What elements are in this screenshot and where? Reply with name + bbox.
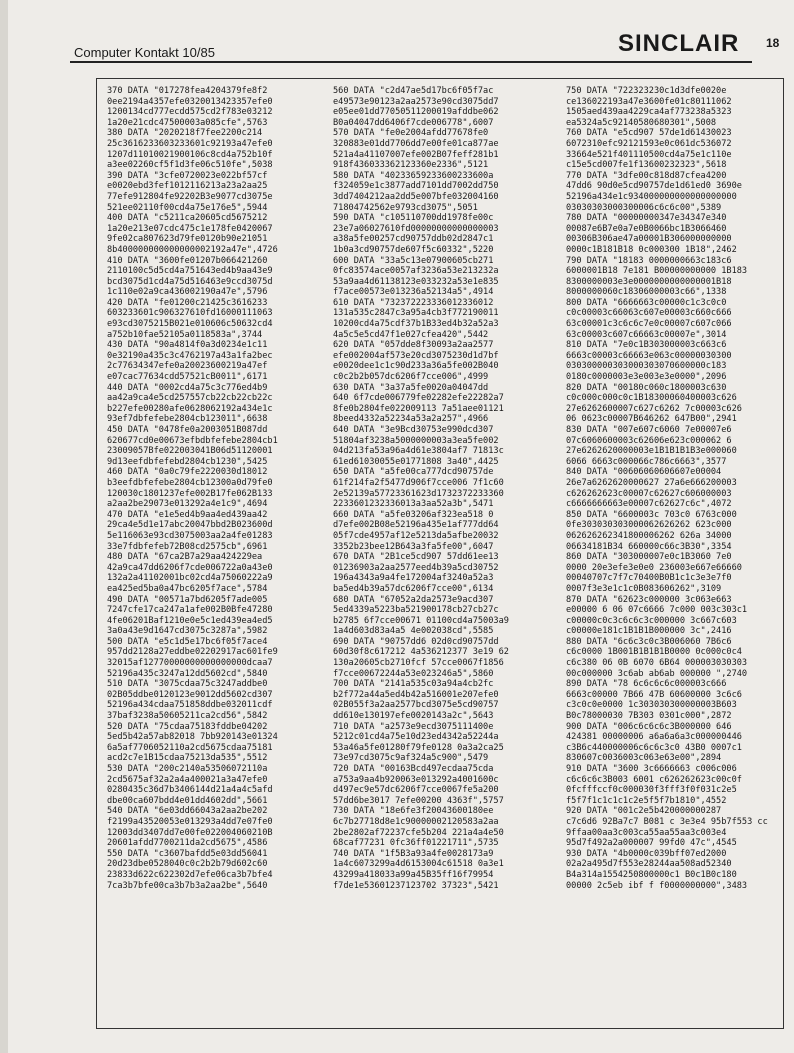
listing-line: 760 DATA "e5cd907 57de1d61430023 bbox=[566, 128, 732, 139]
listing-line: 03030303000300006c6c6c00",5389 bbox=[566, 202, 722, 213]
listing-line: 53a9aa4d61138123e033232a53e1e835 bbox=[333, 276, 499, 287]
listing-line: 93ef7dbfefebe2804cb123011",6638 bbox=[107, 414, 268, 425]
listing-line: 660 DATA "a5fe03206af323ea518 0 bbox=[333, 509, 494, 520]
listing-line: 9fe02ca807623d79fe0120b90e21051 bbox=[107, 234, 268, 245]
listing-line: 900 DATA "006c6c6c6c3B000000 646 bbox=[566, 721, 732, 732]
listing-line: 4fe06201Baf1210e0e5c1ed439ea4ed5 bbox=[107, 615, 273, 626]
listing-line: 53a46a5fe01280f79fe0128 0a3a2ca25 bbox=[333, 742, 504, 753]
listing-line: 61f214fa2f5477d906f7cce006 7f1c60 bbox=[333, 477, 504, 488]
listing-line: 5ed4339a5223ba521900178cb27cb27c bbox=[333, 605, 499, 616]
listing-line: aa42a9ca4e5cd257557cb22cb22cb22c bbox=[107, 393, 273, 404]
listing-line: 620 DATA "057dde8f30093a2aa2577 bbox=[333, 340, 494, 351]
listing-line: 06 0623c00007B646262 647B00",2941 bbox=[566, 414, 737, 425]
listing-column-2 bbox=[333, 86, 545, 1016]
listing-line: b2f772a44a5ed4b42a516001e207efe0 bbox=[333, 689, 499, 700]
listing-line: 0007f3e3e1c1c0B083606262",3109 bbox=[566, 583, 722, 594]
listing-line: 530 DATA "200c2140a53506072110a bbox=[107, 764, 268, 774]
page-number: 18 bbox=[766, 36, 780, 50]
listing-line: 910 DATA "3600 3c6666663 c006c006 bbox=[566, 764, 737, 774]
listing-line: 510 DATA "3075cdaa75c3247addbe0 bbox=[107, 679, 268, 690]
listing-line: 95d7f492a2a000007 99fd0 47c",4545 bbox=[566, 838, 737, 849]
listing-line: 33e7fdbfefeb72B08cd2575cb",6961 bbox=[107, 541, 268, 552]
listing-line: 780 DATA "00000000347e34347e340 bbox=[566, 213, 727, 224]
listing-line: 8fe0b2804fe022009113 7a51aee01121 bbox=[333, 403, 504, 414]
listing-line: c00000e181c1B1B1B000000 3c",2416 bbox=[566, 626, 732, 637]
listing-line: e07cac77634cdd57521cB0011",6171 bbox=[107, 372, 268, 383]
listing-line: 880 DATA "6c6c3c0c3B006060 7B6c6 bbox=[566, 636, 732, 647]
listing-line: 00c000000 3c6ab ab6ab 000000 ",2740 bbox=[566, 668, 748, 679]
listing-line: B0a04047dd6406f7cde006778",6007 bbox=[333, 117, 494, 128]
listing-line: 61ed61030055e01771808 3a40",4425 bbox=[333, 456, 499, 467]
listing-line: 42a9ca47dd6206f7cde006722a0a43e0 bbox=[107, 562, 273, 573]
listing-line: 37baf3238a50605211ca2cd56",5842 bbox=[107, 711, 268, 722]
listing-line: 130a20605cb2710fcf 57cce0067f1856 bbox=[333, 658, 504, 669]
listing-line: 02B055f3a2aa2577bcd3075e5cd90757 bbox=[333, 700, 499, 711]
listing-line: 63c00003c607c66663c00007e",3014 bbox=[566, 329, 727, 340]
listing-line: ce136022193a47e3600fe01c80111062 bbox=[566, 96, 732, 107]
listing-line: f2199a43520053e013293a4dd7e07fe0 bbox=[107, 816, 273, 827]
listing-line: 430 DATA "90a4814f0a3d0234e1c11 bbox=[107, 340, 268, 351]
listing-line: c15e5cd007fe1f13600232323",5618 bbox=[566, 160, 727, 171]
listing-line: 630 DATA "3a37a5fe0020a04047dd bbox=[333, 382, 489, 393]
listing-line: 2c77634347efe0a20023600219a47ef bbox=[107, 361, 268, 372]
listing-line: 52196a434e1c934000000000000000000 bbox=[566, 191, 737, 202]
listing-line: a38a5fe00257cd90757ddb02d2847c1 bbox=[333, 234, 494, 245]
listing-line: 030300000303000303070600000c183 bbox=[566, 361, 727, 372]
listing-line: 8beed4332a52234a53a2a257",4966 bbox=[333, 414, 489, 425]
listing-line: 1b0a3cd90757de607f5c60332",5220 bbox=[333, 244, 494, 255]
listing-line: 73e97cd3075c9af324a5c900",5479 bbox=[333, 753, 489, 764]
listing-column-3 bbox=[566, 86, 778, 1016]
listing-column-1 bbox=[107, 86, 319, 1016]
listing-line: 02a2a495d7f553e28244aa508ad52340 bbox=[566, 859, 732, 870]
listing-line: 640 DATA "3e9Bcd30753e990dcd307 bbox=[333, 425, 494, 435]
listing-line: 0000c1B181B18 0c000300 1B18",2462 bbox=[566, 244, 737, 255]
listing-line: 470 DATA "e1e5ed4b9aa4ed439aa42 bbox=[107, 509, 268, 520]
listing-line: 6066 6663c000066c786c6663",3577 bbox=[566, 456, 727, 467]
listing-line: 840 DATA "00606060606607e00004 bbox=[566, 467, 722, 478]
listing-line: 4a5c5e5cd47f1e027cfea420",5442 bbox=[333, 329, 489, 340]
listing-line: 60d30f8c617212 4a536212377 3e19 62 bbox=[333, 647, 509, 658]
listing-line: 603233601c906327610fd16000111063 bbox=[107, 308, 273, 319]
listing-line: 810 DATA "7e0c1B303000003c663c6 bbox=[566, 340, 727, 351]
listing-line: bcd3075d1cd4a75d516463e9ccd3075d bbox=[107, 276, 273, 287]
listing-line: 0fe303030303000062626262 623c000 bbox=[566, 520, 732, 531]
listing-line: acd2c7e1B15cdaa75213da535",5512 bbox=[107, 753, 268, 764]
listing-line: 480 DATA "67ca2B7a29aa424229ea bbox=[107, 552, 263, 563]
listing-line: 33664e521f401110500cd4a75e1c110e bbox=[566, 149, 732, 160]
listing-line: 957dd2128a27eddbe02202917ac601fe9 bbox=[107, 647, 278, 658]
listing-line: 570 DATA "fe0e2004afdd77678fe0 bbox=[333, 128, 489, 139]
listing-line: 00040707c7f7c70400B0B1c1c3e3e7f0 bbox=[566, 573, 732, 584]
listing-line: 440 DATA "0002cd4a75c3c776ed4b9 bbox=[107, 382, 268, 393]
listing-line: e49573e90123a2aa2573e90cd3075dd7 bbox=[333, 96, 499, 107]
listing-line: 25c3616233603233601c92193a47efe0 bbox=[107, 138, 273, 149]
listing-line: 27e6262600007c627c6262 7c00003c626 bbox=[566, 403, 742, 414]
listing-line: 710 DATA "a2573e9ecd3075111400e bbox=[333, 721, 494, 732]
listing-line: 47dd6 90d0e5cd90757de1d61ed0 3690e bbox=[566, 181, 742, 192]
magazine-title: Computer Kontakt 10/85 bbox=[74, 45, 215, 60]
listing-line: 6a5af7706052110a2cd5675cdaa75181 bbox=[107, 742, 273, 753]
listing-line: 640 6f7cde006779fe02282efe22282a7 bbox=[333, 393, 504, 404]
listing-line: d497ec9e57dc6206f7cce0067fe5a200 bbox=[333, 785, 499, 796]
listing-line: 02B05ddbe0120123e9012dd5602cd307 bbox=[107, 689, 273, 700]
listing-line: 0280435c36d7b3406144d21a4a4c5afd bbox=[107, 785, 273, 796]
listing-line: 450 DATA "0478fe0a2003051B087dd bbox=[107, 425, 268, 435]
listing-line: 550 DATA "c3607bafdd5e03dd56041 bbox=[107, 848, 268, 859]
listing-line: e00000 6 06 07c6666 7c000 003c303c1 bbox=[566, 605, 748, 616]
listing-line: 460 DATA "0a0c79fe2220030d18012 bbox=[107, 467, 268, 478]
listing-line: 370 DATA "017278fea4204379fe8f2 bbox=[107, 86, 268, 96]
listing-line: 770 DATA "3dfe00c818d87cfea4200 bbox=[566, 170, 727, 181]
listing-line: 3352b23bee12B643a3fa5fe00",6047 bbox=[333, 541, 494, 552]
listing-line: c6c0000 1B001B1B1B1B0000 0c000c0c4 bbox=[566, 647, 742, 658]
listing-line: 132a2a41102001bc02cd4a75060222a9 bbox=[107, 573, 273, 584]
listing-line: 8b400000000000000002192a47e",4726 bbox=[107, 244, 278, 255]
listing-line: 3a0a43e9d1647cd3075c3287a",5982 bbox=[107, 626, 268, 637]
listing-line: 196a4343a9a4fe172004af3240a52a3 bbox=[333, 573, 494, 584]
listing-line: 560 DATA "c2d47ae5d17bc6f05f7ac bbox=[333, 86, 494, 96]
listing-line: e05ee01dd77050511200019afddbe062 bbox=[333, 107, 499, 118]
listing-line: 1c110e02a9ca436002190a47e",5796 bbox=[107, 287, 268, 298]
listing-line: 521a4a41107007efe002B07feff281b1 bbox=[333, 149, 499, 160]
listing-line: 690 DATA "90757dd6 02d0cd90757dd bbox=[333, 636, 499, 647]
listing-line: 860 DATA "303000007e0c1B3060 7e0 bbox=[566, 552, 732, 563]
section-brand: SINCLAIR bbox=[618, 30, 740, 57]
listing-line: 320883e01dd7706dd7e00fe01ca877ae bbox=[333, 138, 499, 149]
listing-line: 850 DATA "6600003c 703c0 6763c000 bbox=[566, 509, 737, 520]
listing-line: c3c0c0e0000 1c303030300000003B603 bbox=[566, 700, 737, 711]
listing-line: 9d13eefdbfefebd2804cb1230",5425 bbox=[107, 456, 268, 467]
listing-line: 6663c00000 7B66 47B 60600000 3c6c6 bbox=[566, 689, 742, 700]
listing-line: 29ca4e5d1e17abc20047bbd2B023600d bbox=[107, 520, 273, 531]
listing-line: 521ee02110f00cd4a75e176e5",5944 bbox=[107, 202, 268, 213]
listing-line: 830607c0036003c063e63e00",2894 bbox=[566, 753, 722, 764]
listing-line: 490 DATA "00571a7bd6205f7ade005 bbox=[107, 594, 268, 605]
listing-line: 52196a435c3247a12dd5602cd",5840 bbox=[107, 668, 268, 679]
listing-line: 63c00001c3c6c6c7e0c00007c607c066 bbox=[566, 319, 732, 330]
listing-line: 800 DATA "6666663c00000c1c3c0c0 bbox=[566, 297, 727, 308]
listing-line: 52196a434cdaa751858ddbe032011cdf bbox=[107, 700, 273, 711]
listing-line: 1200134cd777ecdd575cd2f783e03212 bbox=[107, 107, 273, 118]
listing-line: 920 DATA "001c2e5b420000000287 bbox=[566, 806, 722, 817]
listing-line: 10200cd4a75cdf37b1B33ed4b32a52a3 bbox=[333, 319, 499, 330]
listing-line: c0c00003c66063c607e00003c660c666 bbox=[566, 308, 732, 319]
listing-line: 410 DATA "3600fe01207b066421260 bbox=[107, 255, 268, 266]
listing-line: f7de1e53601237123702 37323",5421 bbox=[333, 880, 499, 891]
listing-line: 26e7a6262620000627 27a6e666200003 bbox=[566, 477, 737, 488]
listing-line: 610 DATA "732372223336012336012 bbox=[333, 297, 494, 308]
listing-line: 0180c0000003e3e003e3e0000",2096 bbox=[566, 372, 727, 383]
listing-line: dbe00ca607bdd4e01dd4602dd",5661 bbox=[107, 795, 268, 806]
listing-line: B4a314a1554250800000c1 B0c1B0c180 bbox=[566, 869, 737, 880]
listing-line: 750 DATA "722323230c1d3dfe0020e bbox=[566, 86, 727, 96]
listing-line: 68caf77231 0fc36ff01221711",5735 bbox=[333, 838, 499, 849]
listing-line: 2cd5675af32a2a4a400021a3a47efe0 bbox=[107, 774, 268, 785]
listing-line: 590 DATA "c105110700dd1978fe00c bbox=[333, 213, 494, 224]
listing-line: 1505aed439aa4229ca4af773238a5323 bbox=[566, 107, 732, 118]
listing-line: 8300000003e3e0000000000000001B18 bbox=[566, 276, 732, 287]
listing-line: 620677cd0e00673efbdbfefebe2804cb1 bbox=[107, 435, 278, 446]
listing-line: 0fc83574ace0057af3236a53e213232a bbox=[333, 266, 499, 277]
listing-line: d7efe002B08e52196a435e1af777dd64 bbox=[333, 520, 499, 531]
listing-line: 51804af3238a5000000003a3ea5fe002 bbox=[333, 435, 499, 446]
listing-line: 830 DATA "007e607c6060 7e00007e6 bbox=[566, 425, 732, 435]
listing-line: 20601afdd7700211da2cd5675",4586 bbox=[107, 838, 268, 849]
listing-line: c7c6d6 92Ba7c7 B081 c 3e3e4 95b7f553 cc bbox=[566, 816, 768, 827]
listing-line: 04d213fa53a96a4d61e3804af7 71813c bbox=[333, 446, 504, 457]
listing-line: 1207d11010021900106c8cd4a752b10f bbox=[107, 149, 273, 160]
listing-line: 6000001B18 7e181 B00000000000 1B183 bbox=[566, 266, 748, 277]
listing-line: c626262623c00007c62627c606000003 bbox=[566, 488, 732, 499]
listing-line: 7ca3b7bfe00ca3b7b3a2aa2be",5640 bbox=[107, 880, 268, 891]
header-rule bbox=[70, 61, 752, 63]
listing-line: 9ffaa00aa3c003ca55aa55aa3c003e4 bbox=[566, 827, 727, 838]
listing-line: ea5324a5c92140580680301",5008 bbox=[566, 117, 717, 128]
listing-line: 6663c00003c66663e063c00000030300 bbox=[566, 350, 732, 361]
listing-line: ea425ed5ba0a47bc6205f7ace",5784 bbox=[107, 583, 268, 594]
listing-line: 32015af12770000000000000000dcaa7 bbox=[107, 658, 273, 669]
listing-line: 820 DATA "00180c060c1800003c630 bbox=[566, 382, 727, 393]
listing-line: 580 DATA "40233659233600233600a bbox=[333, 170, 494, 181]
listing-line: 1a20e21cdc47500003a085cfe",5763 bbox=[107, 117, 268, 128]
listing-line: 918f436033362123360e2336",5121 bbox=[333, 160, 489, 171]
listing-line: f7cce00672244a53e023246a5",5860 bbox=[333, 668, 494, 679]
listing-line: b3eefdbfefebe2804cb12300a0d79fe0 bbox=[107, 477, 273, 488]
listing-line: 5212c01cd4a75e10d23ed4342a52244a bbox=[333, 732, 499, 743]
listing-line: c00000c0c3c6c6c3c000000 3c667c603 bbox=[566, 615, 737, 626]
listing-line: 2233601232336013a3aa52a3b",5471 bbox=[333, 499, 494, 510]
listing-line: 7247cfe17ca247a1afe002B0Bfe47280 bbox=[107, 605, 273, 616]
listing-line: f7ace00573e013236a52134a5",4914 bbox=[333, 287, 494, 298]
listing-line: 27e6262620000003e1B1B1B1B3e000060 bbox=[566, 446, 737, 457]
listing-line: 23e7a06027610fd00000000000000003 bbox=[333, 223, 499, 234]
listing-line: 23009057Bfe022003041B06d51120001 bbox=[107, 446, 273, 457]
listing-line: ba5ed4b39a57dc6206f7cce00",6134 bbox=[333, 583, 494, 594]
listing-line: 00306B306ae47a00001B306000000000 bbox=[566, 234, 732, 245]
listing-line: 2be2802af72237cfe5b204 221a4a4e50 bbox=[333, 827, 504, 838]
listing-line: 01236903a2aa2577eed4b39a5cd30752 bbox=[333, 562, 499, 573]
listing-line: a3ee02260cf5f1d3fe06c510fe",5038 bbox=[107, 160, 273, 171]
listing-line: 700 DATA "2141a535c03a94a4cb2fc bbox=[333, 679, 494, 690]
listing-line: 5ed5b42a57ab82018 7bb920143e01324 bbox=[107, 732, 278, 743]
listing-line: 23833d622c622302d7efe06ca3b7bfe4 bbox=[107, 869, 273, 880]
listing-line: 0ee2194a4357efe0320013423357efe0 bbox=[107, 96, 273, 107]
listing-line: 06634181B34 660000c66c3B30",3354 bbox=[566, 541, 732, 552]
listing-line: 5e116063e93cd3075003aa2a4fe01283 bbox=[107, 530, 273, 541]
listing-line: e93cd3075215B021e010606c50632cd4 bbox=[107, 319, 273, 330]
listing-line: 890 DATA "78 6c6c6c6c000003c666 bbox=[566, 679, 727, 690]
listing-line: 600 DATA "33a5c13e07900605cb271 bbox=[333, 255, 494, 266]
listing-line: 930 DATA "4b0000c039bff07ed2000 bbox=[566, 848, 727, 859]
listing-line: 8000000060c18306000003c66",1338 bbox=[566, 287, 727, 298]
listing-line: 77efe912804fe92202B3e9077cd3075e bbox=[107, 191, 273, 202]
listing-line: 131a535c2847c3a95a4cb3f772190011 bbox=[333, 308, 499, 319]
listing-line: c6666666663e00007c62627c6c",4072 bbox=[566, 499, 732, 510]
listing-line: 540 DATA "6e03dd66043a2aa2be202 bbox=[107, 806, 268, 817]
listing-line: c6c6c6c3B003 6001 c626262623c00c0f bbox=[566, 774, 742, 785]
listing-line: 380 DATA "2020218f7fee2200c214 bbox=[107, 128, 263, 139]
listing-line: 2110100c5d5cd4a751643ed4b9aa43e9 bbox=[107, 266, 273, 277]
listing-line: dd610e130197efe0020143a2c",5643 bbox=[333, 711, 494, 722]
listing-line: 062626262341800006262 626a 34000 bbox=[566, 530, 732, 541]
listing-line: 20d23dbe0528040c0c2b2b79d602c60 bbox=[107, 859, 268, 870]
listing-line: a2aa2be29073e013292a4e1c9",4694 bbox=[107, 499, 268, 510]
listing-line: 420 DATA "fe01200c21425c3616233 bbox=[107, 297, 268, 308]
listing-line: 870 DATA "62623c000000 3c063e663 bbox=[566, 594, 732, 605]
listing-line: 3dd7404212aa2dd5e007bfe032004160 bbox=[333, 191, 499, 202]
listing-line: a753a9aa4b920063e013292a4001600c bbox=[333, 774, 499, 785]
listing-line: c0c2b2b057dc6206f7cce006",4999 bbox=[333, 372, 489, 383]
listing-line: B0c78000030 7B303 0301c000",2872 bbox=[566, 711, 732, 722]
listing-line: 07c6060600003c62606e623c000062 6 bbox=[566, 435, 732, 446]
listing-line: 424381 00000006 a6a6a6a3c000000446 bbox=[566, 732, 742, 743]
listing-line: f5f7f1c1c1c1c2e5f5f7b1810",4552 bbox=[566, 795, 727, 806]
listing-line: 740 DATA "1f5B3a93a4fe0028173a9 bbox=[333, 848, 494, 859]
listing-line: 71804742562e9793cd3075",5051 bbox=[333, 202, 478, 213]
listing-line: 500 DATA "e5c1d5e17bc6f05f7ace4 bbox=[107, 636, 268, 647]
listing-line: 520 DATA "75cdaa75183fddbe04202 bbox=[107, 721, 268, 732]
listing-line: 43299a418033a99a45B35ff16f79954 bbox=[333, 869, 494, 880]
listing-line: 400 DATA "c5211ca20605cd5675212 bbox=[107, 213, 268, 224]
listing-line: c6c380 06 0B 6070 6B64 000003030303 bbox=[566, 658, 748, 669]
listing-line: 6c7b27718d8e1c90000002120583a2aa bbox=[333, 816, 499, 827]
listing-line: 720 DATA "00163Bcd497ecdaa75cda bbox=[333, 764, 494, 774]
listing-line: 680 DATA "67052a2da2573e9acd307 bbox=[333, 594, 494, 605]
listing-line: 0000 20e3efe3e0e0 236003e667e66660 bbox=[566, 562, 742, 573]
listing-line: b227efe00280afe0628062192a434e1c bbox=[107, 403, 273, 414]
listing-line: 730 DATA "18e6fe3f20043600180ee bbox=[333, 806, 494, 817]
listing-line: 2e52139a57723361623d1732372233360 bbox=[333, 488, 504, 499]
listing-line: efe002004af573e20cd3075230d1d7bf bbox=[333, 350, 499, 361]
listing-line: f324059e1c3877add7101dd7002dd750 bbox=[333, 181, 499, 192]
listing-line: e0020ebd3fef1012116213a23a2aa25 bbox=[107, 181, 268, 192]
listing-line: 57dd6be3017 7efe00200 4363f",5757 bbox=[333, 795, 504, 806]
listing-line: 1a20e213e07cdc475c1e178fe0420067 bbox=[107, 223, 273, 234]
listing-line: 0fcfffccf0c000030f3fff3f0f031c2e5 bbox=[566, 785, 737, 796]
listing-line: b2785 6f7cce00671 01100cd4a75003a9 bbox=[333, 615, 509, 626]
listing-line: 00000 2c5eb ibf f f0000000000",3483 bbox=[566, 880, 748, 891]
listing-line: 1a4d603d83a4a5 4e002038cd",5585 bbox=[333, 626, 494, 637]
listing-line: 390 DATA "3cfe0720023e022bf57cf bbox=[107, 170, 268, 181]
listing-line: 00087e6B7e0a7e0B0066bc1B3066460 bbox=[566, 223, 727, 234]
listing-line: 05f7cde4957af12e5213da5afbe20032 bbox=[333, 530, 499, 541]
listing-line: 1a4c6073299a4d6153004c61518 0a3e1 bbox=[333, 859, 504, 870]
listing-line: c0c000c000c0c1B18300060400003c626 bbox=[566, 393, 737, 404]
listing-line: e0020dee1c1c90d233a36a5fe002B040 bbox=[333, 361, 499, 372]
listing-line: 0e32190a435c3c4762197a43a1fa2bec bbox=[107, 350, 273, 361]
listing-line: 790 DATA "18183 0000000663c183c6 bbox=[566, 255, 732, 266]
listing-line: 12003dd3407dd7e00fe022004060210B bbox=[107, 827, 273, 838]
listing-line: a752b10fae52105a0118583a",3744 bbox=[107, 329, 263, 340]
listing-line: 650 DATA "a5fe00ca777dcd90757de bbox=[333, 467, 494, 478]
listing-line: 670 DATA "2B1ce5cd907 57dd61ee13 bbox=[333, 552, 499, 563]
listing-line: 120030c1801237efe002B17fe062B133 bbox=[107, 488, 273, 499]
listing-line: c3B6c440000006c6c6c3c0 43B0 0007c1 bbox=[566, 742, 742, 753]
listing-line: 6072310efc92121593e0c061dc536072 bbox=[566, 138, 732, 149]
